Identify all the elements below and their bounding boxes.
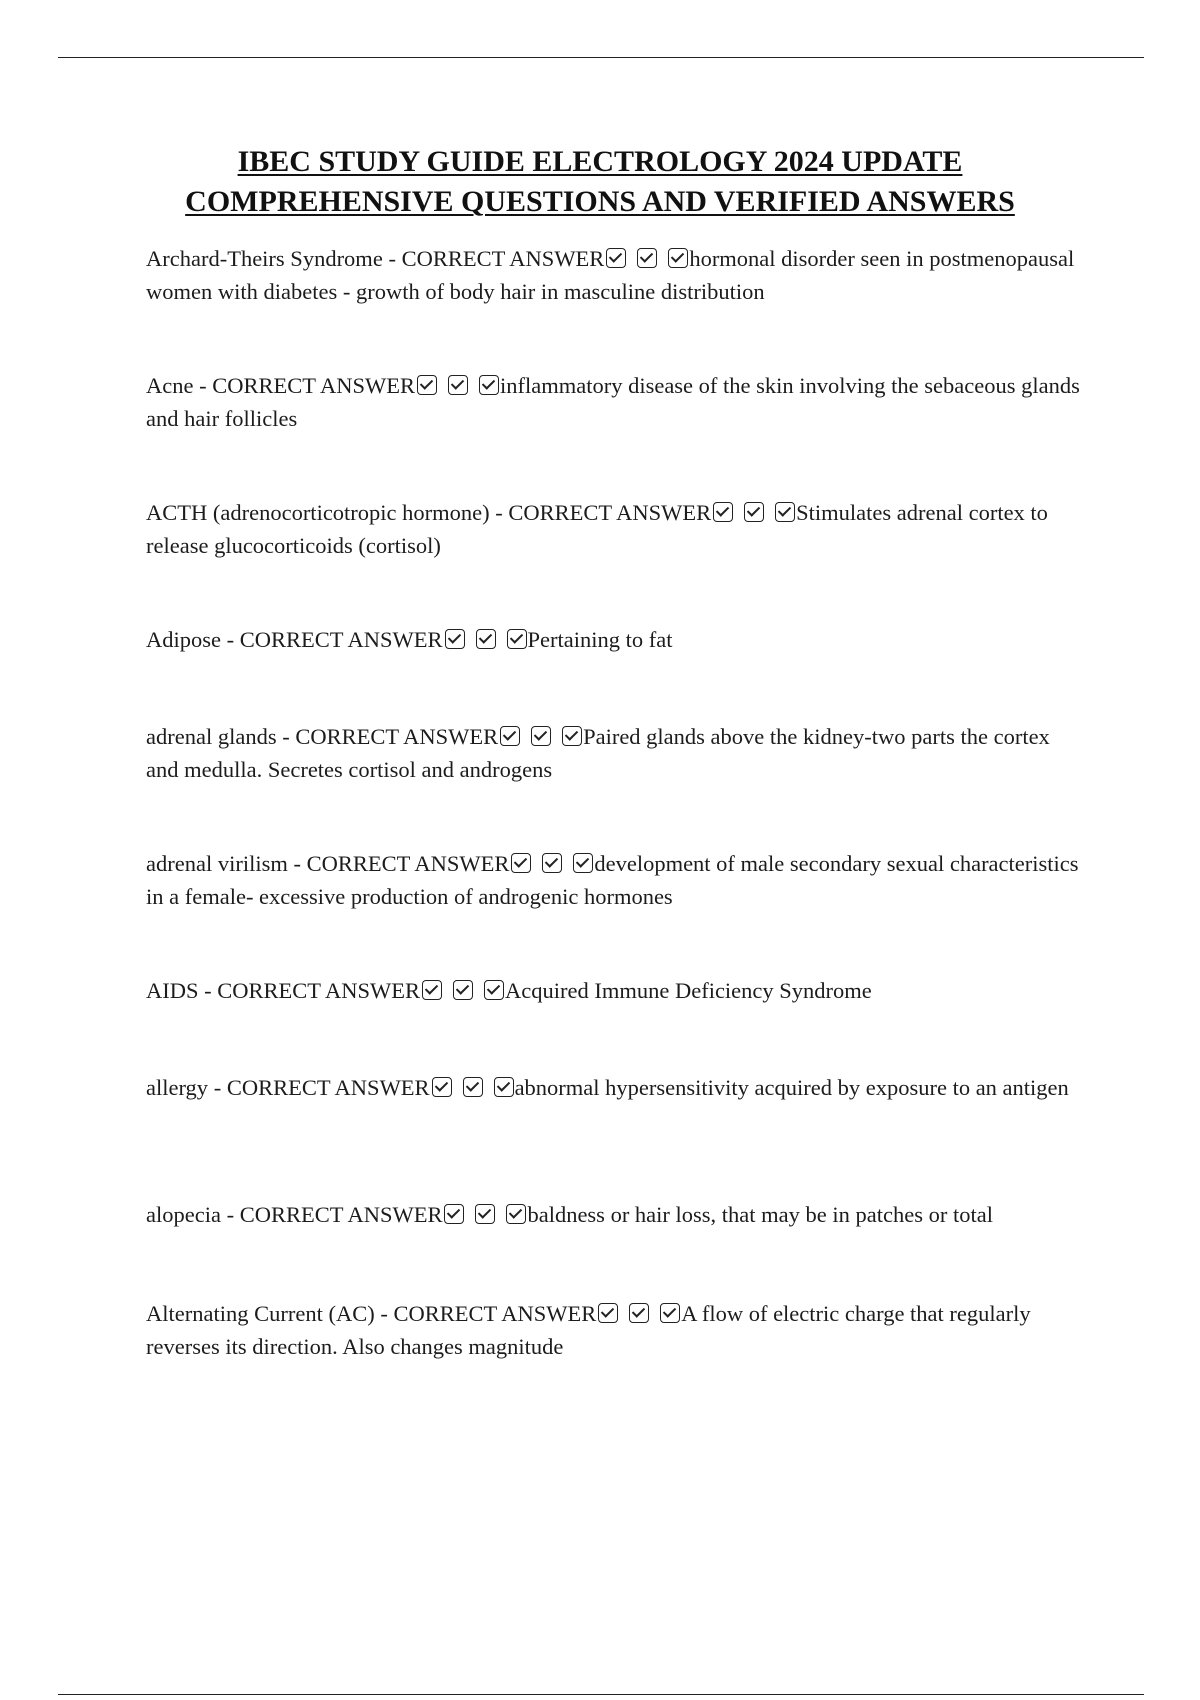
answer-marker: CORRECT ANSWER: [401, 246, 605, 271]
entry-term: AIDS: [146, 978, 199, 1003]
qa-entry: adrenal glands - CORRECT ANSWER Paired glands above the kidney-two parts the cortex and medulla. Secretes cortisol and androgens: [146, 724, 1050, 782]
answer-marker: CORRECT ANSWER: [239, 1202, 443, 1227]
entry-definition: development of male secondary sexual characteristics in a female- excessive production of androgenic hormones: [146, 851, 1079, 909]
answer-marker: CORRECT ANSWER: [217, 978, 421, 1003]
answer-marker: CORRECT ANSWER: [306, 851, 510, 876]
checkbox-check-icon: [475, 1204, 495, 1224]
entry-term: alopecia: [146, 1202, 221, 1227]
entry-term: adrenal glands: [146, 724, 277, 749]
checkbox-check-icon: [479, 375, 499, 395]
answer-marker: CORRECT ANSWER: [226, 1075, 430, 1100]
entry-term: allergy: [146, 1075, 209, 1100]
checkbox-check-icon: [744, 502, 764, 522]
qa-entry: adrenal virilism - CORRECT ANSWER development of male secondary sexual characteristics in a female- excessive production of androgenic hormones: [146, 851, 1079, 909]
checkbox-check-icon: [463, 1077, 483, 1097]
checkbox-check-icon: [637, 248, 657, 268]
checkbox-check-icon: [573, 853, 593, 873]
title-line-2: COMPREHENSIVE QUESTIONS AND VERIFIED ANSWERS: [185, 185, 1015, 218]
entry-definition: abnormal hypersensitivity acquired by exposure to an antigen: [514, 1075, 1069, 1100]
entry-term: Acne: [146, 373, 194, 398]
qa-entry: Acne - CORRECT ANSWER inflammatory disease of the skin involving the sebaceous glands and hair follicles: [146, 373, 1080, 431]
checkbox-check-icon: [453, 980, 473, 1000]
checkbox-check-icon: [511, 853, 531, 873]
checkbox-check-icon: [668, 248, 688, 268]
checkbox-check-icon: [629, 1303, 649, 1323]
header-rule: [58, 57, 1144, 58]
checkbox-check-icon: [562, 726, 582, 746]
entry-term: Alternating Current (AC): [146, 1301, 375, 1326]
document-title: [0, 143, 1200, 223]
entry-definition: Acquired Immune Deficiency Syndrome: [505, 978, 872, 1003]
answer-marker: CORRECT ANSWER: [239, 627, 443, 652]
answer-marker: CORRECT ANSWER: [295, 724, 499, 749]
checkbox-check-icon: [484, 980, 504, 1000]
checkbox-check-icon: [422, 980, 442, 1000]
entry-definition: hormonal disorder seen in postmenopausal women with diabetes - growth of body hair in masculine distribution: [146, 246, 1075, 304]
entry-definition: baldness or hair loss, that may be in patches or total: [527, 1202, 993, 1227]
checkbox-check-icon: [531, 726, 551, 746]
checkbox-check-icon: [494, 1077, 514, 1097]
entry-definition: A flow of electric charge that regularly reverses its direction. Also changes magnitude: [146, 1301, 1031, 1359]
entry-definition: Stimulates adrenal cortex to release glucocorticoids (cortisol): [146, 500, 1048, 558]
entry-definition: inflammatory disease of the skin involving the sebaceous glands and hair follicles: [146, 373, 1080, 431]
answer-marker: CORRECT ANSWER: [393, 1301, 597, 1326]
qa-entry: allergy - CORRECT ANSWER abnormal hypersensitivity acquired by exposure to an antigen: [146, 1075, 1069, 1100]
answer-marker: CORRECT ANSWER: [508, 500, 712, 525]
checkbox-check-icon: [444, 1204, 464, 1224]
checkbox-check-icon: [448, 375, 468, 395]
entry-term: Adipose: [146, 627, 221, 652]
checkbox-check-icon: [506, 1204, 526, 1224]
checkbox-check-icon: [775, 502, 795, 522]
entry-term: Archard-Theirs Syndrome: [146, 246, 383, 271]
checkbox-check-icon: [507, 629, 527, 649]
entry-definition: Paired glands above the kidney-two parts the cortex and medulla. Secretes cortisol and androgens: [146, 724, 1050, 782]
entry-term: ACTH (adrenocorticotropic hormone): [146, 500, 490, 525]
qa-entry: Archard-Theirs Syndrome - CORRECT ANSWER hormonal disorder seen in postmenopausal women with diabetes - growth of body hair in masculine distribution: [146, 246, 1075, 304]
qa-entry: ACTH (adrenocorticotropic hormone) - CORRECT ANSWER Stimulates adrenal cortex to release glucocorticoids (cortisol): [146, 500, 1048, 558]
checkbox-check-icon: [660, 1303, 680, 1323]
title-line-1: IBEC STUDY GUIDE ELECTROLOGY 2024 UPDATE: [237, 145, 963, 178]
answer-marker: CORRECT ANSWER: [212, 373, 415, 398]
checkbox-check-icon: [445, 629, 465, 649]
checkbox-check-icon: [476, 629, 496, 649]
qa-entry: AIDS - CORRECT ANSWER Acquired Immune Deficiency Syndrome: [146, 978, 872, 1003]
qa-entry: Adipose - CORRECT ANSWER Pertaining to fat: [146, 627, 673, 652]
qa-entry: alopecia - CORRECT ANSWER baldness or hair loss, that may be in patches or total: [146, 1202, 993, 1227]
footer-rule: [58, 1694, 1144, 1695]
qa-entry: Alternating Current (AC) - CORRECT ANSWER A flow of electric charge that regularly reverses its direction. Also changes magnitude: [146, 1301, 1031, 1359]
entry-definition: Pertaining to fat: [527, 627, 673, 652]
entry-term: adrenal virilism: [146, 851, 288, 876]
checkbox-check-icon: [598, 1303, 618, 1323]
checkbox-check-icon: [417, 375, 437, 395]
checkbox-check-icon: [713, 502, 733, 522]
checkbox-check-icon: [542, 853, 562, 873]
checkbox-check-icon: [606, 248, 626, 268]
checkbox-check-icon: [500, 726, 520, 746]
checkbox-check-icon: [432, 1077, 452, 1097]
